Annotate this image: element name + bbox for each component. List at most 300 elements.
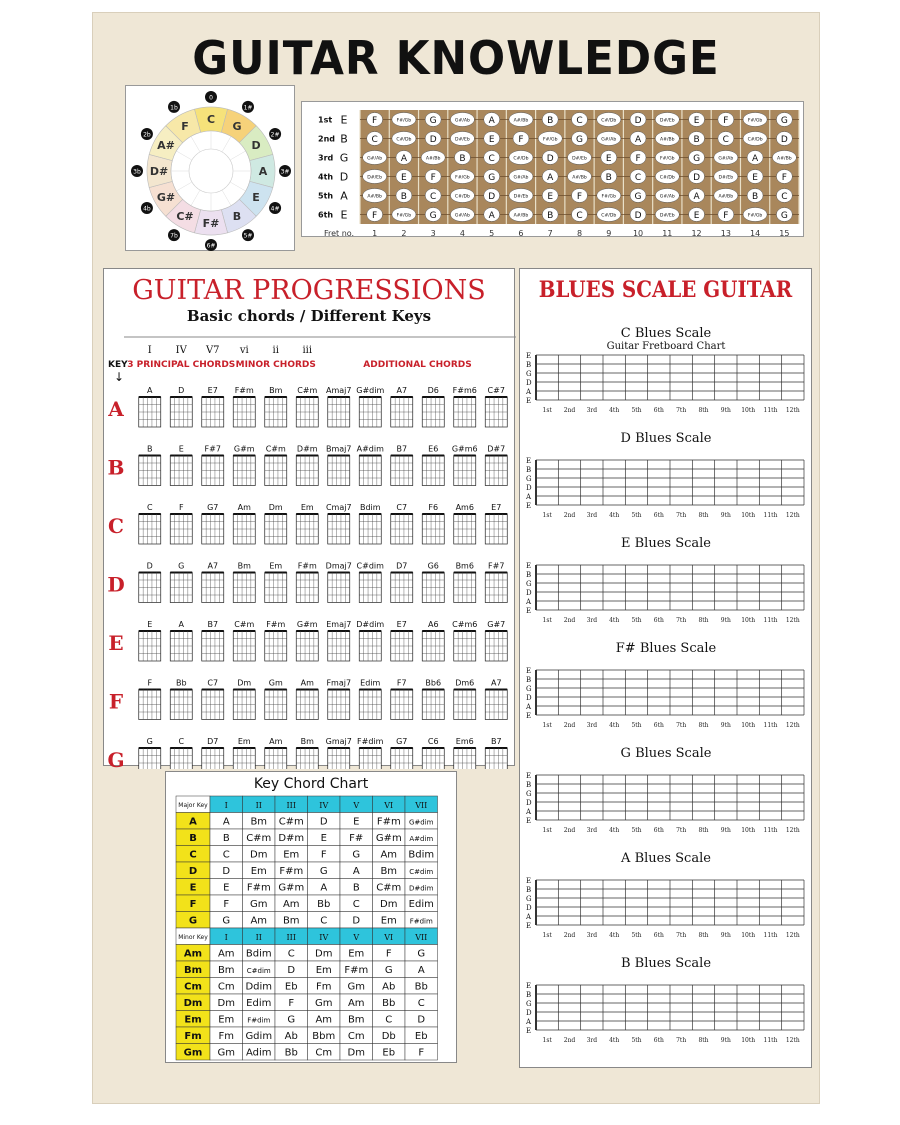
blues-string-name: D xyxy=(526,484,532,492)
chord-cell-label: C#dim xyxy=(246,967,271,975)
chord-name: Em xyxy=(269,561,283,571)
fret-note-label: B xyxy=(547,116,554,126)
blues-string-name: G xyxy=(526,790,532,798)
circle-core xyxy=(189,149,233,193)
blues-scale-name: C Blues Scale xyxy=(620,326,712,341)
chord-name: E xyxy=(147,620,153,629)
key-cell-label: F xyxy=(189,899,197,910)
fret-note-label: F#/Gb xyxy=(747,213,763,219)
fret-note-label: C#/Db xyxy=(513,156,529,162)
fret-note-label: A#/Bb xyxy=(777,156,792,162)
chord-cell-label: A#dim xyxy=(409,835,434,843)
numeral-header: I xyxy=(224,801,228,810)
key-signature-label: 1b xyxy=(170,104,178,112)
fret-number: 11 xyxy=(662,229,673,238)
blues-fret-label: 5th xyxy=(631,932,642,939)
blues-fret-label: 6th xyxy=(653,617,664,624)
blues-fret-label: 2nd xyxy=(563,512,576,519)
chord-cell-label: B xyxy=(352,882,360,894)
fret-note-label: A xyxy=(488,116,495,126)
chord-name: Emaj7 xyxy=(326,620,352,629)
chord-cell-label: Gm xyxy=(347,981,365,993)
circle-key-label: G xyxy=(232,119,242,133)
blues-string-name: G xyxy=(526,580,532,588)
chord-cell-label: F#dim xyxy=(409,917,433,926)
chord-cell-label: Dm xyxy=(380,899,398,910)
blues-fret-label: 6th xyxy=(653,407,664,414)
fret-note-label: F#/Gb xyxy=(396,118,412,124)
blues-fret-label: 7th xyxy=(676,827,687,834)
chord-cell-label: G xyxy=(222,915,231,927)
blues-fret-label: 6th xyxy=(653,512,664,519)
fret-note-label: F xyxy=(723,211,729,221)
chord-name: E6 xyxy=(428,444,439,454)
chord-name: Edim xyxy=(360,678,381,688)
blues-fret-label: 7th xyxy=(676,932,687,939)
chord-cell-label: F xyxy=(288,998,295,1009)
key-cell-label: C xyxy=(189,849,197,861)
key-signature-label: 2# xyxy=(270,131,280,139)
fret-note-label: G xyxy=(576,135,583,145)
blues-fret-label: 5th xyxy=(631,617,642,624)
blues-fret-label: 9th xyxy=(720,932,731,939)
chord-cell-label: F#dim xyxy=(247,1016,271,1025)
chord-name: G#dim xyxy=(356,386,385,395)
chord-name: Bb xyxy=(175,678,187,688)
chord-name: A#dim xyxy=(356,444,384,454)
fret-note-label: G xyxy=(780,116,788,126)
chord-cell-label: Am xyxy=(282,899,300,910)
fret-note-label: F#/Gb xyxy=(455,175,470,181)
blues-title: BLUES SCALE GUITAR xyxy=(538,277,793,303)
chord-cell-label: Em xyxy=(218,1014,235,1026)
chord-name: F7 xyxy=(396,678,407,688)
blues-fret-label: 1st xyxy=(542,1037,552,1044)
chord-name: A xyxy=(147,386,153,395)
guitar-progressions-panel xyxy=(103,268,515,769)
fret-note-label: C#/Db xyxy=(396,137,412,143)
blues-fret-label: 10th xyxy=(741,932,756,939)
blues-fret-label: 3rd xyxy=(586,932,598,939)
fret-note-label: G xyxy=(429,211,437,221)
chord-name: C xyxy=(178,737,185,746)
chord-diagram xyxy=(391,748,413,769)
blues-fret-label: 11th xyxy=(763,617,778,624)
blues-string-name: E xyxy=(526,982,532,990)
fret-note-label: A xyxy=(752,154,759,164)
chord-cell-label: Bb xyxy=(284,1047,298,1059)
blues-string-name: G xyxy=(526,685,532,693)
chord-cell-label: Eb xyxy=(382,1047,396,1059)
blues-fret-label: 9th xyxy=(720,1037,731,1044)
string-ordinal: 2nd xyxy=(318,134,335,144)
fret-note-label: D#/Eb xyxy=(659,118,675,124)
fret-note-label: D xyxy=(780,135,788,145)
numeral-header: IV xyxy=(319,801,329,810)
chord-name: G#m6 xyxy=(451,444,478,454)
roman-numeral: vi xyxy=(239,345,249,356)
chord-cell-label: Ab xyxy=(382,981,396,993)
blues-string-name: E xyxy=(526,712,532,720)
fret-note-label: A#/Bb xyxy=(367,194,382,200)
blues-string-name: E xyxy=(526,397,532,405)
chord-name: D#m xyxy=(296,444,318,454)
chord-name: C#m xyxy=(297,386,318,395)
chord-diagram xyxy=(485,748,507,769)
key-letter: C xyxy=(108,514,124,538)
fret-note-label: G#/Ab xyxy=(454,213,470,219)
chord-name: D7 xyxy=(396,561,408,571)
blues-string-name: E xyxy=(526,457,532,465)
chord-cell-label: G xyxy=(417,948,426,960)
blues-string-name: E xyxy=(526,502,532,510)
blues-fret-label: 1st xyxy=(542,827,552,834)
roman-numeral: I xyxy=(147,345,152,356)
chord-cell-label: D xyxy=(222,866,231,877)
chord-cell-label: Bbm xyxy=(312,1031,336,1042)
chord-name: Bdim xyxy=(359,503,381,512)
blues-string-name: B xyxy=(526,361,532,369)
chord-cell-label: Bm xyxy=(282,915,300,927)
chord-diagram xyxy=(328,748,350,769)
chord-cell-label: Ddim xyxy=(245,981,273,993)
chord-cell-label: C xyxy=(287,948,295,960)
fret-note-label: E xyxy=(401,173,407,183)
blues-scale-name: G Blues Scale xyxy=(620,746,712,761)
chord-name: G#7 xyxy=(487,620,506,629)
chord-name: F6 xyxy=(428,503,439,512)
chord-name: C#dim xyxy=(356,561,384,571)
chord-cell-label: C#m xyxy=(376,882,402,894)
fret-note-label: A#/Bb xyxy=(659,137,675,143)
fret-note-label: G#/Ab xyxy=(718,156,734,162)
blues-fret-label: 12th xyxy=(785,512,800,519)
blues-fret-label: 1st xyxy=(542,617,552,624)
chord-name: A7 xyxy=(396,386,408,395)
chord-name: F xyxy=(147,678,153,688)
fret-note-label: D xyxy=(634,116,642,126)
fret-number: 9 xyxy=(606,229,612,238)
chord-cell-label: Gdim xyxy=(245,1031,273,1042)
chord-cell-label: Em xyxy=(283,849,300,861)
fret-note-label: G xyxy=(488,173,496,183)
circle-key-label: A# xyxy=(157,139,175,152)
key-signature-label: 3# xyxy=(280,168,290,176)
fret-note-label: F xyxy=(372,211,378,221)
chord-cell-label: Bm xyxy=(217,965,235,976)
chord-name: C#m xyxy=(234,620,255,629)
numeral-header: VII xyxy=(415,801,428,810)
blues-fret-label: 2nd xyxy=(563,1037,576,1044)
chord-cell-label: E xyxy=(320,833,327,844)
fret-note-label: G xyxy=(634,192,642,202)
blues-fret-label: 12th xyxy=(785,617,800,624)
chord-name: G xyxy=(178,561,185,571)
chord-cell-label: Bb xyxy=(382,998,396,1009)
fret-note-label: C xyxy=(781,192,788,202)
fretboard-notes-panel xyxy=(301,101,804,237)
chord-cell-label: C#dim xyxy=(409,868,434,876)
fret-note-label: C#/Db xyxy=(659,175,675,181)
blues-string-name: A xyxy=(526,703,532,711)
chord-cell-label: F#m xyxy=(344,965,369,976)
blues-string-name: E xyxy=(526,667,532,675)
chord-name: B7 xyxy=(207,620,219,629)
blues-fret-label: 8th xyxy=(698,512,709,519)
chord-name: E7 xyxy=(491,503,502,512)
blues-scale-name: B Blues Scale xyxy=(620,956,712,971)
chord-name: Amaj7 xyxy=(326,386,352,395)
string-name: A xyxy=(340,189,348,203)
chord-cell-label: D xyxy=(287,965,296,976)
chord-cell-label: Fm xyxy=(316,981,332,993)
fret-note-label: B xyxy=(547,211,554,221)
chord-name: F#m xyxy=(297,561,317,571)
blues-scale-name: A Blues Scale xyxy=(621,851,711,866)
chord-cell-label: G#m xyxy=(375,833,402,844)
blues-fret-label: 2nd xyxy=(563,617,576,624)
blues-fret-label: 12th xyxy=(785,407,800,414)
blues-fret-label: 4th xyxy=(609,722,620,729)
fret-number: 6 xyxy=(518,229,524,238)
key-signature-label: 3b xyxy=(133,168,141,176)
chord-name: A xyxy=(178,620,184,629)
fret-note-label: C xyxy=(576,116,583,126)
key-cell-label: D xyxy=(188,866,198,877)
fret-note-label: C#/Db xyxy=(601,118,617,124)
chord-name: C#7 xyxy=(487,386,505,395)
chord-progression-grid xyxy=(104,329,516,769)
blues-fret-label: 5th xyxy=(631,1037,642,1044)
chord-cell-label: Bm xyxy=(347,1014,365,1026)
chord-name: C xyxy=(146,503,153,512)
chord-cell-label: Edim xyxy=(408,899,434,910)
chord-cell-label: C xyxy=(222,849,230,861)
chord-name: Dm xyxy=(268,503,283,512)
chord-name: G xyxy=(146,737,153,746)
blues-fret-label: 3rd xyxy=(586,407,598,414)
chord-cell-label: G#m xyxy=(278,882,305,894)
circle-key-label: F# xyxy=(202,217,220,230)
blues-fret-label: 11th xyxy=(763,722,778,729)
chord-name: A7 xyxy=(207,561,219,571)
chord-name: C#m6 xyxy=(452,620,478,629)
fret-note-label: A xyxy=(547,173,554,183)
chord-name: B7 xyxy=(490,737,502,746)
chord-cell-label: D xyxy=(319,816,328,828)
blues-fret-label: 11th xyxy=(763,827,778,834)
blues-string-name: A xyxy=(526,1018,532,1026)
chord-cell-label: Am xyxy=(347,998,365,1009)
circle-key-label: D xyxy=(251,139,261,152)
fret-note-label: C xyxy=(634,173,642,183)
fret-note-label: A#/Bb xyxy=(513,213,529,219)
circle-of-fifths xyxy=(126,86,296,252)
chord-cell-label: F xyxy=(418,1047,425,1059)
blues-string-name: E xyxy=(526,607,532,615)
chord-cell-label: E xyxy=(223,882,230,894)
fret-number: 14 xyxy=(750,229,761,238)
fret-note-label: C#/Db xyxy=(601,213,617,219)
fret-note-label: D#/Eb xyxy=(718,175,734,181)
key-signature-label: 0 xyxy=(209,94,213,102)
string-ordinal: 1st xyxy=(318,115,333,125)
fret-number: 15 xyxy=(779,229,790,238)
chord-cell-label: Cm xyxy=(217,981,235,993)
fret-note-label: F xyxy=(430,173,436,183)
chord-name: Bm xyxy=(269,386,283,395)
key-cell-label: Em xyxy=(184,1014,202,1026)
chord-name: G7 xyxy=(207,503,219,512)
fret-note-label: F#/Gb xyxy=(660,156,675,162)
blues-fret-label: 1st xyxy=(542,722,552,729)
chord-diagram xyxy=(296,748,318,769)
key-column-label: KEY xyxy=(108,360,128,370)
chord-name: Am xyxy=(269,737,283,746)
chord-cell-label: F xyxy=(385,948,392,960)
chord-name: Am xyxy=(300,678,314,688)
blues-string-name: G xyxy=(526,1000,532,1008)
blues-fret-label: 10th xyxy=(741,512,756,519)
chord-cell-label: Adim xyxy=(245,1047,272,1059)
chord-cell-label: Bdim xyxy=(408,849,435,861)
circle-key-label: F xyxy=(181,119,189,133)
chord-cell-label: C xyxy=(417,998,425,1009)
blues-string-name: E xyxy=(526,817,532,825)
blues-fret-label: 7th xyxy=(676,617,687,624)
chord-cell-label: Dm xyxy=(315,948,333,960)
blues-fret-label: 10th xyxy=(741,827,756,834)
chord-name: F#7 xyxy=(488,561,505,571)
chord-name: A6 xyxy=(427,620,439,629)
chord-cell-label: Em xyxy=(315,965,332,976)
page-title: GUITAR KNOWLEDGE xyxy=(192,31,720,85)
fret-note-label: B xyxy=(400,192,407,202)
fret-note-label: E xyxy=(488,135,495,145)
chord-diagram xyxy=(359,748,381,769)
blues-string-name: D xyxy=(526,589,532,597)
blues-string-name: G xyxy=(526,370,532,378)
chord-name: Cmaj7 xyxy=(325,503,352,512)
key-letter: D xyxy=(107,572,125,597)
blues-string-name: B xyxy=(526,991,532,999)
blues-fret-label: 5th xyxy=(631,407,642,414)
chord-name: D7 xyxy=(207,737,219,746)
blues-fret-label: 9th xyxy=(720,407,731,414)
chord-cell-label: Am xyxy=(380,849,398,861)
progressions-title: GUITAR PROGRESSIONS xyxy=(132,275,486,306)
chord-cell-label: D xyxy=(417,1014,426,1026)
chord-cell-label: G xyxy=(352,849,361,861)
blues-fret-label: 12th xyxy=(785,1037,800,1044)
key-letter: B xyxy=(107,455,125,480)
blues-fret-label: 10th xyxy=(741,617,756,624)
blues-string-name: E xyxy=(526,877,532,885)
blues-scale-name: D Blues Scale xyxy=(620,431,712,446)
chord-cell-label: Gm xyxy=(315,998,333,1009)
chord-name: Dmaj7 xyxy=(325,561,352,571)
blues-fret-label: 2nd xyxy=(563,827,576,834)
chord-name: Am xyxy=(237,503,251,512)
fret-note-label: C#/Db xyxy=(747,137,763,143)
chord-diagram xyxy=(202,748,224,769)
chord-name: C7 xyxy=(207,678,219,688)
chord-diagram xyxy=(233,748,255,769)
chord-name: Bmaj7 xyxy=(326,444,352,454)
key-signature-label: 4b xyxy=(143,205,151,213)
chord-name: D#dim xyxy=(356,620,385,629)
blues-fret-label: 11th xyxy=(763,407,778,414)
blues-fret-label: 10th xyxy=(741,1037,756,1044)
chord-cell-label: A xyxy=(352,866,360,877)
chord-name: F#dim xyxy=(357,737,384,746)
key-letter: A xyxy=(108,397,124,421)
circle-key-label: D# xyxy=(149,165,169,178)
chord-name: Bm xyxy=(237,561,251,571)
fret-note-label: F xyxy=(518,135,524,145)
fret-number: 2 xyxy=(401,229,407,238)
roman-numeral: IV xyxy=(175,345,187,356)
fretboard-wood xyxy=(360,110,799,224)
fret-note-label: D xyxy=(488,192,496,202)
blues-fret-label: 8th xyxy=(698,932,709,939)
fret-note-label: A xyxy=(488,211,495,221)
blues-string-name: D xyxy=(526,904,532,912)
fret-note-label: F xyxy=(372,116,378,126)
chord-cell-label: C xyxy=(385,1014,393,1026)
fret-note-label: F xyxy=(635,154,641,164)
chord-cell-label: Ab xyxy=(284,1031,298,1042)
circle-key-label: E xyxy=(252,191,260,204)
chord-cell-label: C xyxy=(352,899,360,910)
chord-cell-label: Bdim xyxy=(245,948,272,960)
fret-note-label: E xyxy=(693,211,700,221)
blues-fret-label: 8th xyxy=(698,722,709,729)
fret-note-label: E xyxy=(752,173,758,183)
chord-cell-label: Am xyxy=(217,948,235,960)
blues-fret-label: 2nd xyxy=(563,722,576,729)
chord-cell-label: F#m xyxy=(376,816,401,828)
circle-key-label: C# xyxy=(176,210,194,224)
circle-key-label: C xyxy=(206,113,216,126)
chord-name: C6 xyxy=(427,737,439,746)
blues-fret-label: 6th xyxy=(653,827,664,834)
group-principal-label: 3 PRINCIPAL CHORDS xyxy=(127,360,236,370)
key-signature-label: 2b xyxy=(143,131,151,139)
numeral-header: II xyxy=(255,801,262,810)
blues-string-name: B xyxy=(526,676,532,684)
key-signature-label: 5# xyxy=(243,232,253,240)
chord-cell-label: G xyxy=(287,1014,296,1026)
blues-fret-label: 10th xyxy=(741,407,756,414)
fret-note-label: F#/Gb xyxy=(542,137,558,143)
fret-note-label: D#/Eb xyxy=(659,213,675,219)
chord-cell-label: Dm xyxy=(347,1047,365,1059)
string-name: E xyxy=(340,208,348,222)
chord-cell-label: E xyxy=(353,816,360,828)
fret-note-label: G#/Ab xyxy=(454,118,470,124)
blues-fret-label: 8th xyxy=(698,1037,709,1044)
chord-cell-label: G#dim xyxy=(409,818,434,827)
chord-cell-label: Bb xyxy=(414,981,428,993)
key-cell-label: A xyxy=(189,816,197,828)
blues-string-name: D xyxy=(526,1009,532,1017)
chord-diagram xyxy=(454,748,476,769)
string-name: B xyxy=(340,132,348,146)
blues-fret-label: 4th xyxy=(609,827,620,834)
chord-cell-label: F#m xyxy=(279,866,304,877)
fret-note-label: G#/Ab xyxy=(659,194,675,200)
